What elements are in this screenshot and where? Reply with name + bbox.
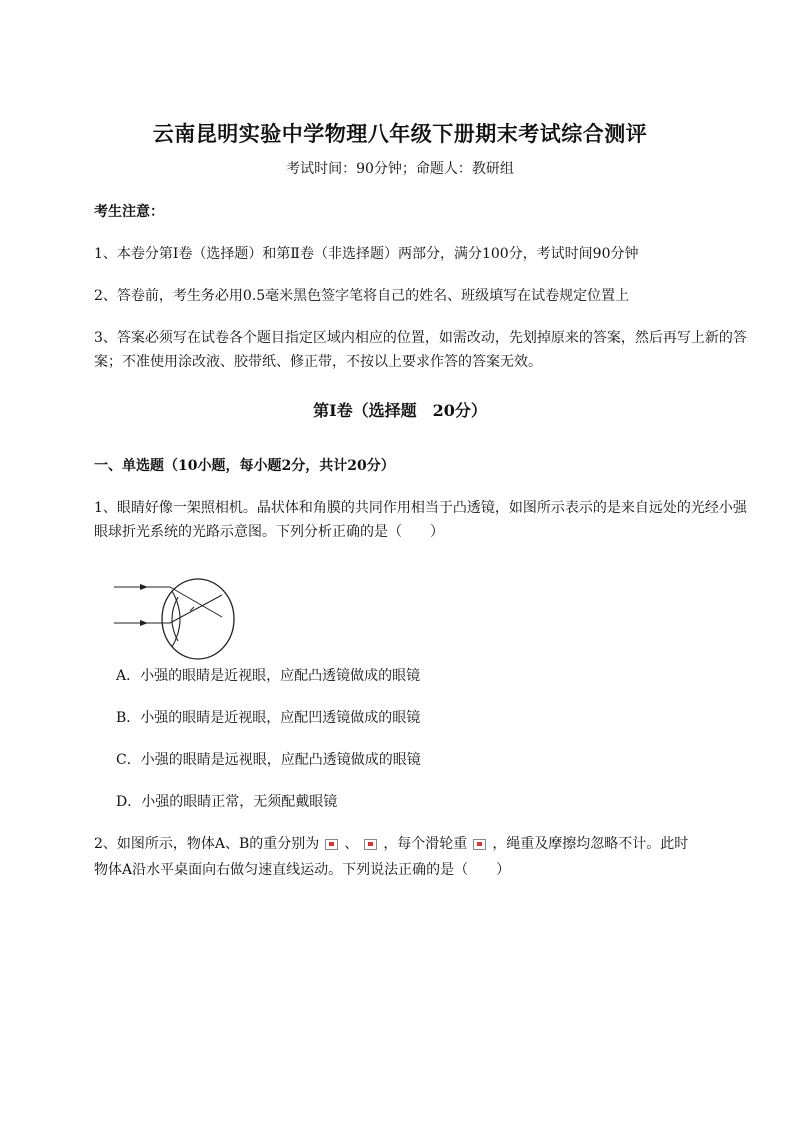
notice-item-2: 2、答卷前，考生务必用0.5毫米黑色签字笔将自己的姓名、班级填写在试卷规定位置上 [94,288,630,304]
question-2-stem-part-2: ，每个滑轮重 [383,836,468,852]
question-1-stem: 1、眼睛好像一架照相机。晶状体和角膜的共同作用相当于凸透镜，如图所示表示的是来自远处的光经小强眼球折光系统的光路示意图。下列分析正确的是（ ） [94,500,747,540]
section-title: 第I卷（选择题 20分） [313,401,487,420]
question-2-stem-line-1 [94,832,688,856]
question-2-separator: 、 [344,836,359,852]
weight-a-formula-icon [325,839,338,850]
question-2-stem-part-3: ，绳重及摩擦均忽略不计。此时 [492,836,689,852]
eye-diagram-figure [112,565,242,673]
pulley-weight-formula-icon [473,839,486,850]
question-2-stem-part-1: 2、如图所示，物体A、B的重分别为 [94,836,320,852]
question-2-stem-line-2: 物体A沿水平桌面向右做匀速直线运动。下列说法正确的是（ ） [94,862,511,878]
question-1-option-d: D．小强的眼睛正常，无须配戴眼镜 [116,794,338,810]
notice-heading: 考生注意： [94,204,164,220]
question-1-option-b: B．小强的眼睛是近视眼，应配凹透镜做成的眼镜 [116,710,421,726]
part-heading: 一、单选题（10小题，每小题2分，共计20分） [94,458,395,474]
page-title: 云南昆明实验中学物理八年级下册期末考试综合测评 [152,121,648,146]
weight-b-formula-icon [364,839,377,850]
notice-item-3: 3、答案必须写在试卷各个题目指定区域内相应的位置，如需改动，先划掉原来的答案，然后再写上新的答案；不准使用涂改液、胶带纸、修正带，不按以上要求作答的答案无效。 [94,330,747,370]
question-1-option-c: C．小强的眼睛是远视眼，应配凸透镜做成的眼镜 [116,752,421,768]
question-1-option-a: A．小强的眼睛是近视眼，应配凸透镜做成的眼镜 [116,668,421,684]
exam-info: 考试时间：90分钟；命题人：教研组 [286,161,514,177]
notice-item-1: 1、本卷分第I卷（选择题）和第Ⅱ卷（非选择题）两部分，满分100分，考试时间90分钟 [94,246,639,262]
